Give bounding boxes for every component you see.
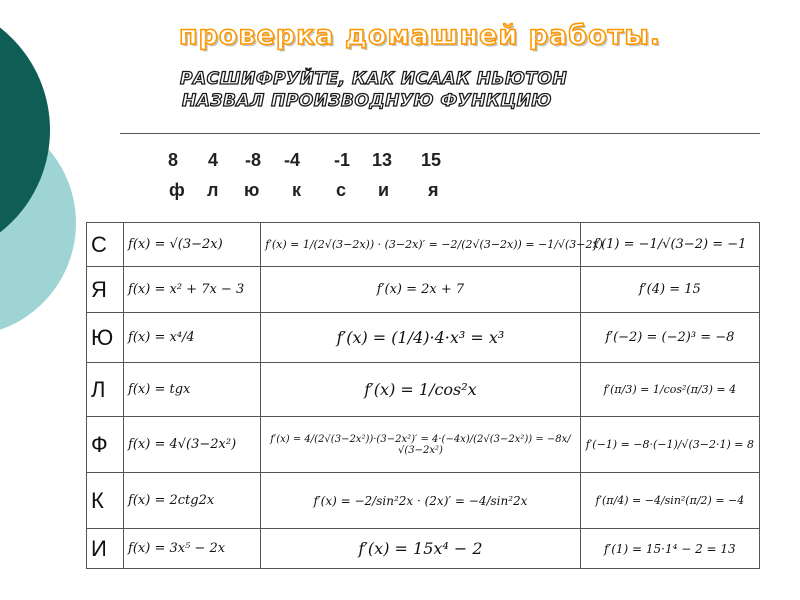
row-letter: Ф xyxy=(87,417,124,473)
key-number: 4 xyxy=(208,150,219,170)
row-derivative: f′(x) = 15x⁴ − 2 xyxy=(261,529,580,569)
slide-subtitle xyxy=(180,68,700,112)
row-function: f(x) = 3x⁵ − 2x xyxy=(124,529,261,569)
row-function: f(x) = x² + 7x − 3 xyxy=(124,267,261,313)
row-derivative: f′(x) = −2/sin²2x · (2x)′ = −4/sin²2x xyxy=(261,473,580,529)
divider-line xyxy=(120,133,760,134)
table-row xyxy=(87,473,760,529)
table-row xyxy=(87,417,760,473)
row-derivative: f′(x) = 1/(2√(3−2x)) · (3−2x)′ = −2/(2√(3−2x)) = −1/√(3−2x) xyxy=(261,223,580,267)
key-letter: ф xyxy=(169,180,185,200)
row-function: f(x) = √(3−2x) xyxy=(124,223,261,267)
row-function: f(x) = tgx xyxy=(124,363,261,417)
key-letter: я xyxy=(428,180,439,200)
row-value: f′(−2) = (−2)³ = −8 xyxy=(580,313,759,363)
row-value: f′(π/4) = −4/sin²(π/2) = −4 xyxy=(580,473,759,529)
table-row xyxy=(87,313,760,363)
key-number: -8 xyxy=(245,150,262,170)
table-row xyxy=(87,267,760,313)
key-number: -1 xyxy=(334,150,351,170)
key-letter: и xyxy=(378,180,390,200)
solutions-table xyxy=(86,222,760,569)
row-value: f′(π/3) = 1/cos²(π/3) = 4 xyxy=(580,363,759,417)
row-letter: С xyxy=(87,223,124,267)
row-value: f′(−1) = −8·(−1)/√(3−2·1) = 8 xyxy=(580,417,759,473)
subtitle-line-1: РАСШИФРУЙТЕ, КАК ИСААК НЬЮТОН xyxy=(180,69,568,89)
row-letter: К xyxy=(87,473,124,529)
row-letter: Я xyxy=(87,267,124,313)
key-letter: с xyxy=(336,180,347,200)
row-derivative: f′(x) = (1/4)·4·x³ = x³ xyxy=(261,313,580,363)
key-number: -4 xyxy=(284,150,301,170)
table-row xyxy=(87,529,760,569)
row-value: f′(4) = 15 xyxy=(580,267,759,313)
table-row xyxy=(87,363,760,417)
key-number: 8 xyxy=(168,150,179,170)
key-letter: ю xyxy=(244,180,260,200)
row-function: f(x) = 4√(3−2x²) xyxy=(124,417,261,473)
row-letter: Ю xyxy=(87,313,124,363)
row-value: f′(1) = 15·1⁴ − 2 = 13 xyxy=(580,529,759,569)
slide-title: проверка домашней работы. xyxy=(178,20,662,51)
row-derivative: f′(x) = 1/cos²x xyxy=(261,363,580,417)
subtitle-line-2: НАЗВАЛ ПРОИЗВОДНУЮ ФУНКЦИЮ xyxy=(182,91,552,111)
row-function: f(x) = x⁴/4 xyxy=(124,313,261,363)
row-value: f′(1) = −1/√(3−2) = −1 xyxy=(580,223,759,267)
row-letter: Л xyxy=(87,363,124,417)
table-row xyxy=(87,223,760,267)
row-function: f(x) = 2ctg2x xyxy=(124,473,261,529)
row-letter: И xyxy=(87,529,124,569)
key-number: 15 xyxy=(421,150,442,170)
key-number: 13 xyxy=(372,150,393,170)
key-letter: л xyxy=(207,180,219,200)
row-derivative: f′(x) = 4/(2√(3−2x²))·(3−2x²)′ = 4·(−4x)/(2√(3−2x²)) = −8x/√(3−2x²) xyxy=(261,417,580,473)
row-derivative: f′(x) = 2x + 7 xyxy=(261,267,580,313)
key-letter: к xyxy=(292,180,302,200)
